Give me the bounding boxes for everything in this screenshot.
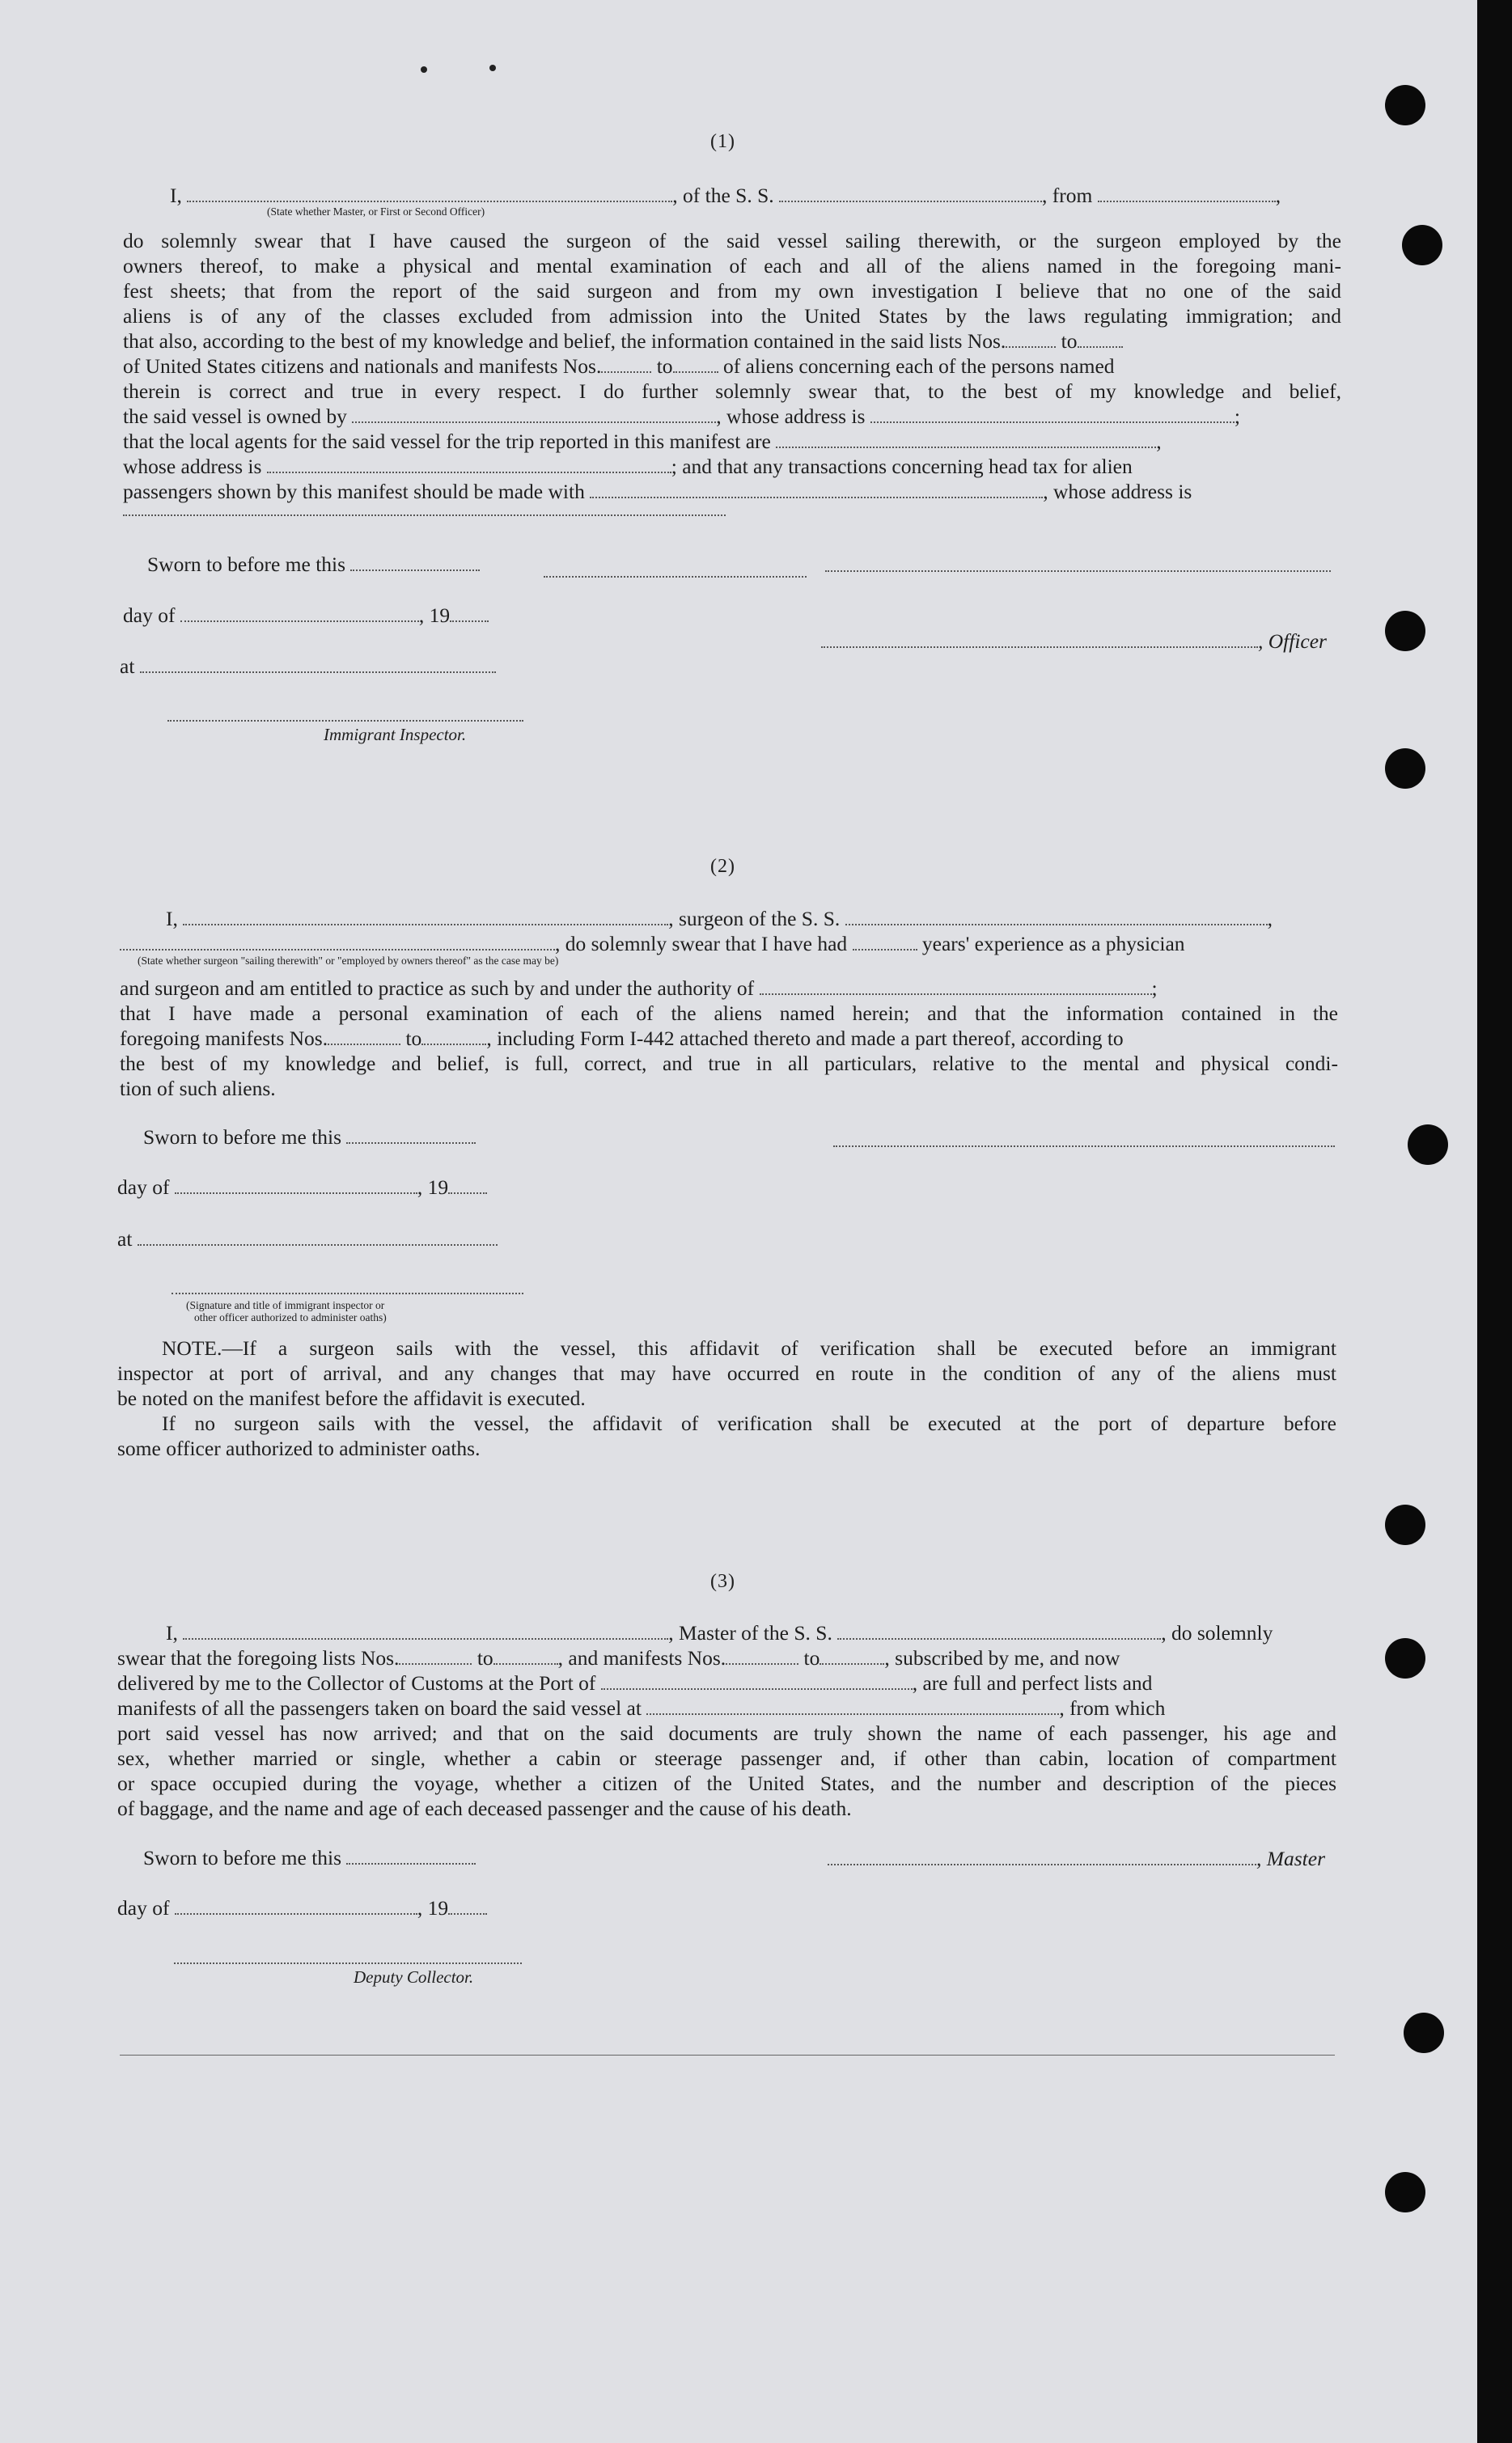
scan-edge xyxy=(1477,0,1512,2443)
text: delivered by me to the Collector of Customs at the Port of xyxy=(117,1671,596,1695)
line xyxy=(143,1845,476,1870)
punch-hole xyxy=(1408,1124,1448,1165)
line xyxy=(117,1895,487,1920)
text: , whose address is xyxy=(1043,480,1192,503)
blank-field[interactable] xyxy=(350,555,480,571)
note-line: If no surgeon sails with the vessel, the affidavit of verification shall be executed at the port of departure before xyxy=(162,1412,1336,1435)
officer-title: , Officer xyxy=(1258,629,1327,653)
line xyxy=(123,404,1240,429)
text: that the local agents for the said vessel for the trip reported in this manifest are xyxy=(123,430,771,453)
signature-line[interactable] xyxy=(828,1849,1256,1865)
blank-field[interactable] xyxy=(601,357,651,373)
text: of United States citizens and nationals and manifests Nos. xyxy=(123,354,602,378)
punch-hole xyxy=(1385,748,1425,789)
line xyxy=(123,454,1133,479)
line xyxy=(123,354,1115,379)
text: , of the S. S. xyxy=(672,184,774,207)
note-line: some officer authorized to administer oaths. xyxy=(117,1437,481,1460)
line xyxy=(166,1620,1273,1645)
punch-hole xyxy=(1385,1505,1425,1545)
text: , xyxy=(1156,430,1162,453)
blank-field[interactable] xyxy=(399,1649,472,1665)
field-note: (State whether surgeon "sailing therewith" or "employed by owners thereof" as the case may be) xyxy=(138,955,559,967)
text: day of xyxy=(117,1175,170,1199)
signer-title: Deputy Collector. xyxy=(354,1967,474,1987)
text: to xyxy=(656,354,673,378)
punch-hole xyxy=(1402,225,1442,265)
text: , whose address is xyxy=(716,404,866,428)
text: , do solemnly swear that I have had xyxy=(555,932,848,955)
text: of aliens concerning each of the persons named xyxy=(722,354,1115,378)
blank-field[interactable] xyxy=(870,407,1235,423)
blank-field[interactable] xyxy=(450,606,489,622)
text: , from xyxy=(1042,184,1093,207)
blank-field[interactable] xyxy=(760,979,1152,995)
blank-field[interactable] xyxy=(120,934,555,951)
text: I, xyxy=(166,1621,178,1645)
paragraph-line: sex, whether married or single, whether a cabin or steerage passenger and, if other than cabin, location of compartment xyxy=(117,1747,1336,1770)
text: , including Form I-442 attached thereto and made a part thereof, according to xyxy=(486,1027,1124,1050)
paragraph-line: or space occupied during the voyage, whether a citizen of the United States, and the number and description of the pieces xyxy=(117,1772,1336,1795)
text: Sworn to before me this xyxy=(143,1846,342,1869)
signature-line[interactable] xyxy=(172,1293,523,1294)
section-number: (2) xyxy=(710,856,735,877)
line xyxy=(120,931,1185,956)
text: day of xyxy=(123,603,176,627)
text: swear that the foregoing lists Nos. xyxy=(117,1646,400,1670)
blank-field[interactable] xyxy=(776,432,1156,448)
text: , are full and perfect lists and xyxy=(912,1671,1153,1695)
text: I, xyxy=(170,184,182,207)
signature-line[interactable] xyxy=(167,720,523,722)
signature-line[interactable] xyxy=(833,1145,1335,1147)
blank-field[interactable] xyxy=(837,1624,1161,1640)
text: to xyxy=(476,1646,493,1670)
text: ; and that any transactions concerning head tax for alien xyxy=(671,455,1133,478)
blank-field[interactable] xyxy=(853,934,917,951)
text: , subscribed by me, and now xyxy=(884,1646,1120,1670)
blank-field[interactable] xyxy=(544,576,807,578)
blank-field[interactable] xyxy=(820,1649,884,1665)
text: , 19 xyxy=(417,1896,449,1920)
text: to xyxy=(405,1027,422,1050)
line xyxy=(143,1124,476,1150)
master-title: , Master xyxy=(1256,1847,1325,1870)
line xyxy=(170,183,1281,208)
note-line: NOTE.—If a surgeon sails with the vessel, this affidavit of verification shall be executed before an immigrant xyxy=(162,1336,1336,1360)
blank-field[interactable] xyxy=(646,1699,1059,1715)
speck xyxy=(421,66,427,73)
punch-hole xyxy=(1404,2013,1444,2053)
text: , 19 xyxy=(417,1175,449,1199)
blank-field[interactable] xyxy=(138,1230,498,1246)
signer-title: other officer authorized to administer oaths) xyxy=(194,1311,387,1323)
blank-field[interactable] xyxy=(1006,332,1056,348)
blank-field[interactable] xyxy=(267,457,671,473)
text: , xyxy=(1275,184,1281,207)
blank-field[interactable] xyxy=(726,1649,798,1665)
blank-field[interactable] xyxy=(448,1178,487,1194)
line xyxy=(828,1846,1325,1871)
paragraph-line: of baggage, and the name and age of each deceased passenger and the cause of his death. xyxy=(117,1797,852,1820)
text: Sworn to before me this xyxy=(143,1125,342,1149)
paragraph-line: fest sheets; that from the report of the said surgeon and from my own investigation I believe that no one of the said xyxy=(123,279,1341,303)
speck xyxy=(489,65,496,71)
note-line: be noted on the manifest before the affidavit is executed. xyxy=(117,1387,586,1410)
paragraph-line: that I have made a personal examination of each of the aliens named herein; and that the information contained in the xyxy=(120,1001,1338,1025)
line xyxy=(117,1226,498,1251)
blank-field[interactable] xyxy=(328,1029,400,1045)
line xyxy=(123,603,489,628)
line xyxy=(120,654,496,679)
field-note: (State whether Master, or First or Second Officer) xyxy=(267,205,485,218)
blank-field[interactable] xyxy=(601,1674,913,1690)
line xyxy=(120,1026,1124,1051)
blank-field[interactable] xyxy=(448,1899,487,1915)
text: day of xyxy=(117,1896,170,1920)
punch-hole xyxy=(1385,611,1425,651)
line: tion of such aliens. xyxy=(120,1077,276,1100)
text: foregoing manifests Nos. xyxy=(120,1027,328,1050)
blank-field[interactable] xyxy=(493,1649,558,1665)
blank-field[interactable] xyxy=(845,909,1268,925)
text: ; xyxy=(1234,404,1240,428)
text: Sworn to before me this xyxy=(147,553,346,576)
blank-field[interactable] xyxy=(183,1624,668,1640)
text: at xyxy=(117,1227,133,1251)
signature-line[interactable] xyxy=(174,1962,522,1964)
line xyxy=(120,976,1158,1001)
blank-field[interactable] xyxy=(779,186,1042,202)
text: ; xyxy=(1151,976,1158,1000)
blank-field[interactable] xyxy=(140,657,496,673)
paragraph-line: do solemnly swear that I have caused the surgeon of the said vessel sailing therewith, or the surgeon employed by the xyxy=(123,229,1341,252)
text: I, xyxy=(166,907,178,930)
signature-line[interactable] xyxy=(821,632,1258,648)
line xyxy=(123,328,1123,354)
signer-title: Immigrant Inspector. xyxy=(324,725,467,744)
text: years' experience as a physician xyxy=(921,932,1185,955)
blank-field[interactable] xyxy=(180,606,419,622)
text: , and manifests Nos. xyxy=(557,1646,726,1670)
blank-field[interactable] xyxy=(346,1128,476,1144)
punch-hole xyxy=(1385,2172,1425,2212)
blank-field[interactable] xyxy=(352,407,716,423)
line xyxy=(117,1175,487,1200)
text: to xyxy=(1061,329,1078,353)
text: , do solemnly xyxy=(1161,1621,1273,1645)
blank-field[interactable] xyxy=(175,1178,417,1194)
text: , Master of the S. S. xyxy=(668,1621,832,1645)
text: , surgeon of the S. S. xyxy=(668,907,841,930)
blank-field[interactable] xyxy=(346,1848,476,1865)
text: to xyxy=(803,1646,820,1670)
bottom-rule xyxy=(120,2055,1335,2056)
paragraph-line: owners thereof, to make a physical and mental examination of each and all of the aliens named in the foregoing mani- xyxy=(123,254,1341,277)
line xyxy=(117,1645,1120,1670)
blank-field[interactable] xyxy=(421,1029,486,1045)
text: whose address is xyxy=(123,455,262,478)
text: , from which xyxy=(1059,1696,1166,1720)
paragraph-line: therein is correct and true in every respect. I do further solemnly swear that, to the best of my knowledge and belief, xyxy=(123,379,1341,403)
line xyxy=(123,479,1192,504)
note-line: inspector at port of arrival, and any changes that may have occurred en route in the condition of any of the aliens must xyxy=(117,1361,1336,1385)
paragraph-line: port said vessel has now arrived; and that on the said documents are truly shown the name of each passenger, his age and xyxy=(117,1721,1336,1745)
blank-field[interactable] xyxy=(123,514,726,516)
text: , 19 xyxy=(418,603,451,627)
line xyxy=(117,1670,1152,1696)
line xyxy=(821,629,1327,654)
text: , xyxy=(1267,907,1273,930)
paragraph-line: the best of my knowledge and belief, is full, correct, and true in all particulars, relative to the mental and physical condi- xyxy=(120,1052,1338,1075)
line xyxy=(117,1696,1165,1721)
signature-line[interactable] xyxy=(825,570,1331,572)
text: the said vessel is owned by xyxy=(123,404,347,428)
section-number: (3) xyxy=(710,1571,735,1592)
blank-field[interactable] xyxy=(183,909,668,925)
punch-hole xyxy=(1385,85,1425,125)
blank-field[interactable] xyxy=(673,357,718,373)
line xyxy=(166,906,1273,931)
line xyxy=(147,552,480,577)
text: and surgeon and am entitled to practice as such by and under the authority of xyxy=(120,976,755,1000)
text: at xyxy=(120,654,135,678)
blank-field[interactable] xyxy=(590,482,1043,498)
blank-field[interactable] xyxy=(187,186,672,202)
text: that also, according to the best of my knowledge and belief, the information contained in the said lists Nos. xyxy=(123,329,1006,353)
blank-field[interactable] xyxy=(1078,332,1123,348)
line xyxy=(123,429,1162,454)
paragraph-line: aliens is of any of the classes excluded from admission into the United States by the laws regulating immigration; and xyxy=(123,304,1341,328)
punch-hole xyxy=(1385,1638,1425,1679)
section-number: (1) xyxy=(710,131,735,152)
blank-field[interactable] xyxy=(175,1899,417,1915)
signer-title: (Signature and title of immigrant inspector or xyxy=(186,1299,385,1311)
blank-field[interactable] xyxy=(1098,186,1276,202)
text: manifests of all the passengers taken on board the said vessel at xyxy=(117,1696,642,1720)
text: passengers shown by this manifest should be made with xyxy=(123,480,585,503)
